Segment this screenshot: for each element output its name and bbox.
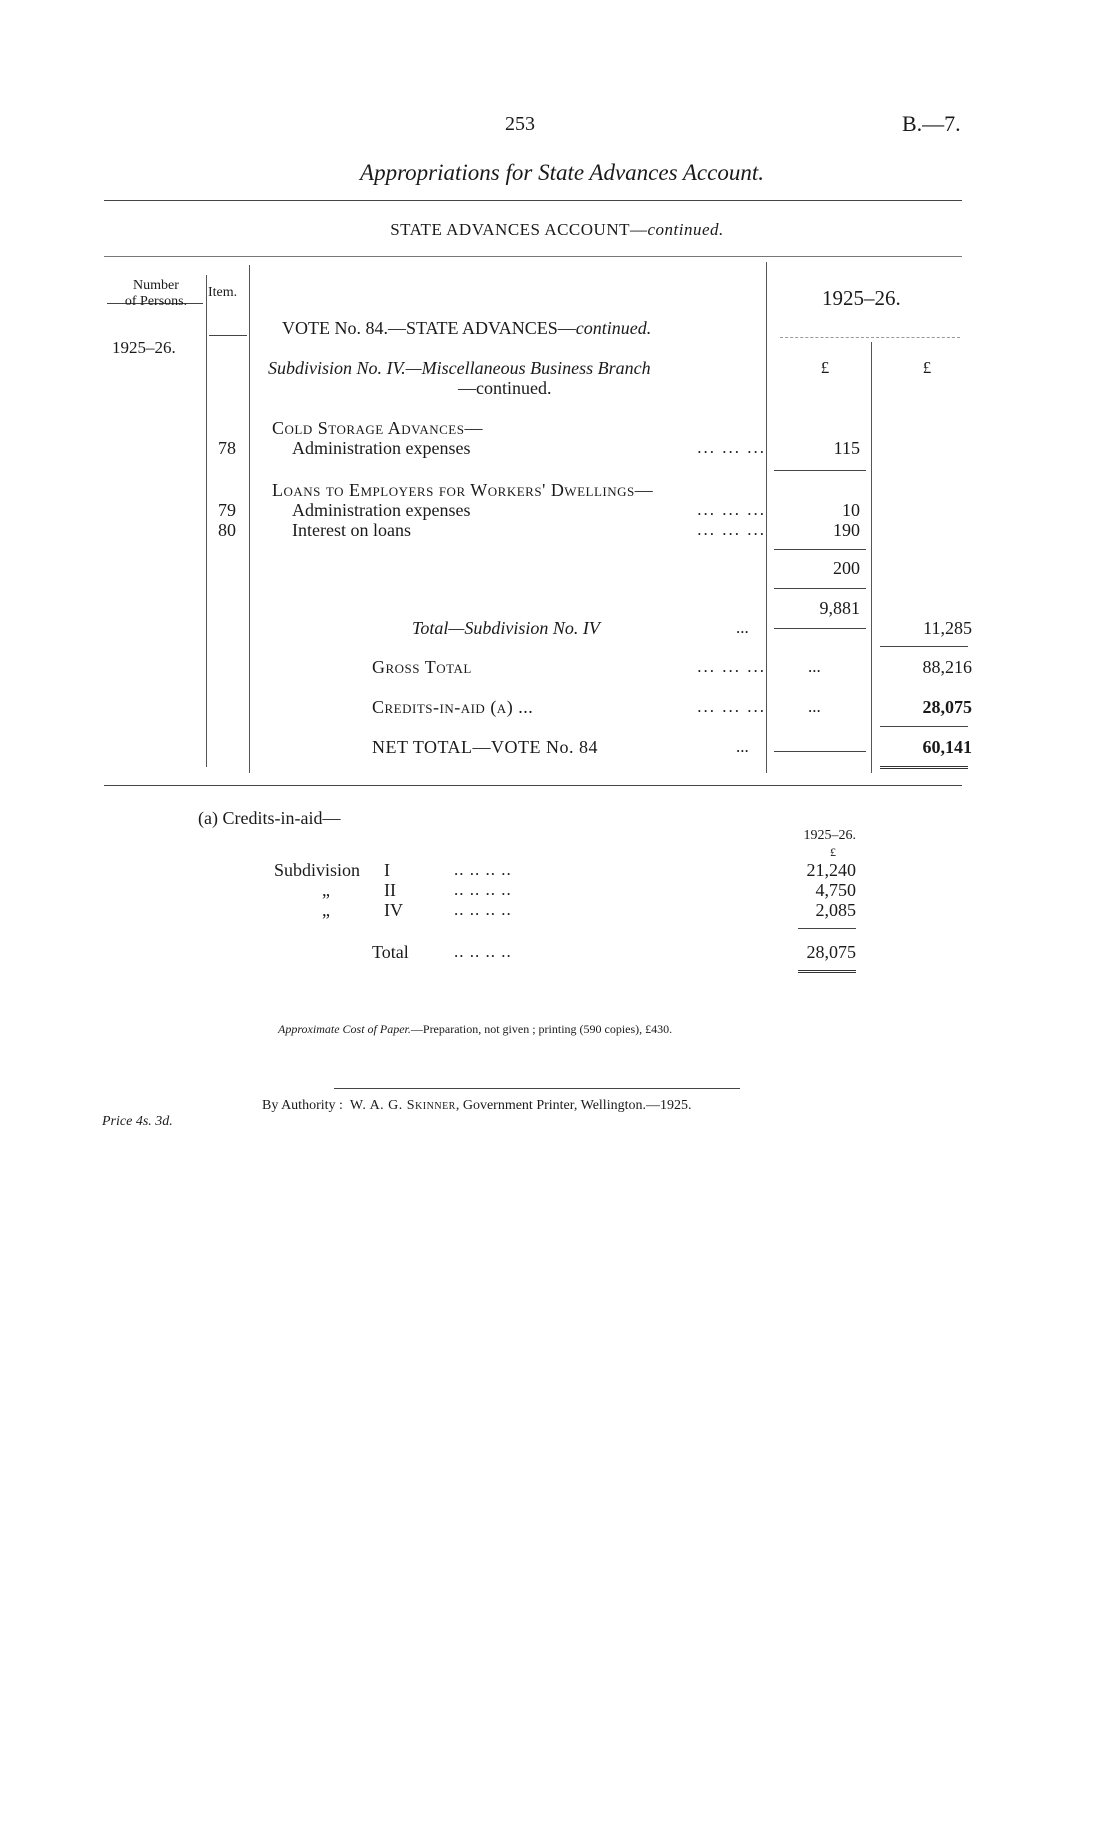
line-item-amount: 190 [833,520,860,540]
dot-leader: .. .. .. .. [454,860,512,879]
total-subdivision-amount: 11,285 [923,618,972,638]
gross-total-amount: 88,216 [922,657,972,677]
printer-details: , Government Printer, Wellington.—1925. [455,1098,692,1113]
dot-leader: ... ... ... [697,657,766,676]
dot-leader: .. .. .. .. [454,900,512,919]
footnote-row-numeral: II [384,880,396,900]
page-title: Appropriations for State Advances Account. [360,160,764,185]
column-divider-description [766,262,767,773]
footnote-currency: £ [830,845,836,859]
dot-leader: ... ... ... [697,500,766,519]
header-rule [104,200,962,201]
subtotal-bottom-rule [774,588,866,589]
document-reference: B.—7. [902,111,961,136]
footnote-row-numeral: IV [384,900,403,920]
year-header-rule [780,337,960,338]
cost-of-paper-note [278,1022,672,1037]
total-rule [880,646,968,647]
subtotal-rule [774,549,866,550]
item-header-rule [209,335,247,336]
price: Price 4s. 3d. [102,1114,173,1129]
net-total-amount: 60,141 [922,737,972,757]
table-top-rule [104,256,962,257]
net-total-label: NET TOTAL—VOTE No. 84 [372,737,599,757]
dot-leader: ... ... ... [697,697,766,716]
footnote-row-label: Subdivision [274,860,361,880]
running-total-rule [774,628,866,629]
imprint-line [262,1098,691,1114]
line-item-label: Administration expenses [292,438,471,458]
credits-in-aid-label: Credits-in-aid (a) ... [372,697,534,717]
printer-name: W. A. G. Skinner [349,1098,456,1113]
gross-total-label: Gross Total [372,657,472,677]
footnote-row-amount: 4,750 [815,880,856,900]
item-number: 79 [218,500,236,520]
line-item-label: Administration expenses [292,500,471,520]
line-item-amount: 10 [842,500,860,520]
column-divider-amounts [871,342,872,773]
subdivision-heading-continued: —continued. [458,378,552,398]
footnote-total-label: Total [372,942,409,962]
total-subdivision-label: Total—Subdivision No. IV [412,618,600,638]
group-rule [774,470,866,471]
footnote-year: 1925–26. [803,828,856,843]
group-heading-cold-storage: Cold Storage Advances— [272,418,483,438]
empty-cell-marker: ... [808,657,821,676]
group-subtotal: 200 [833,558,860,578]
item-number: 80 [218,520,236,540]
cost-of-paper-text: —Preparation, not given ; printing (590 copies), £430. [410,1022,673,1036]
column-divider-persons [206,275,207,767]
section-title [0,220,1114,240]
dot-leader: ... [736,737,749,756]
footnote-row-numeral: I [384,860,390,880]
credits-in-aid-amount: 28,075 [922,697,972,717]
column-header-persons [106,278,206,310]
dot-leader: .. .. .. .. [454,942,512,961]
empty-cell-marker: ... [808,697,821,716]
section-title-suffix: continued. [647,220,724,239]
vote-title [282,318,651,339]
vote-title-suffix: continued. [575,318,652,338]
ditto-mark: „ [322,880,330,900]
imprint-rule [334,1088,740,1089]
table-bottom-rule [104,785,962,786]
column-header-persons-line1: Number [133,278,179,293]
line-item-amount: 115 [833,438,860,458]
persons-year: 1925–26. [112,338,176,357]
footnote-total-double-rule [798,970,856,973]
dot-leader: ... [736,618,749,637]
column-header-persons-line2: of Persons. [124,294,188,309]
currency-column-2: £ [922,358,932,377]
ditto-mark: „ [322,900,330,920]
dot-leader: ... ... ... [697,438,766,457]
dot-leader: .. .. .. .. [454,880,512,899]
net-total-cross-rule [774,751,866,752]
subdivision-heading: Subdivision No. IV.—Miscellaneous Business Branch [268,358,651,378]
footnote-row-amount: 21,240 [806,860,856,880]
vote-title-main: VOTE No. 84.—STATE ADVANCES— [282,318,576,338]
item-number: 78 [218,438,236,458]
footnote-heading: (a) Credits-in-aid— [198,808,341,828]
credits-rule [880,726,968,727]
footnote-total-rule [798,928,856,929]
footnote-total-amount: 28,075 [806,942,856,962]
cost-of-paper-label: Approximate Cost of Paper. [278,1022,411,1036]
footnote-row-amount: 2,085 [815,900,856,920]
dot-leader: ... ... ... [697,520,766,539]
section-title-main: STATE ADVANCES ACCOUNT— [390,220,648,239]
column-divider-item [249,265,250,773]
line-item-label: Interest on loans [292,520,411,540]
page-number: 253 [505,113,535,135]
running-total: 9,881 [819,598,860,618]
net-total-double-rule [880,766,968,769]
column-header-year: 1925–26. [822,286,901,310]
currency-column-1: £ [820,358,830,377]
column-header-item: Item. [208,285,238,300]
authority-label: By Authority : [262,1098,343,1113]
group-heading-loans: Loans to Employers for Workers' Dwellings— [272,480,654,500]
